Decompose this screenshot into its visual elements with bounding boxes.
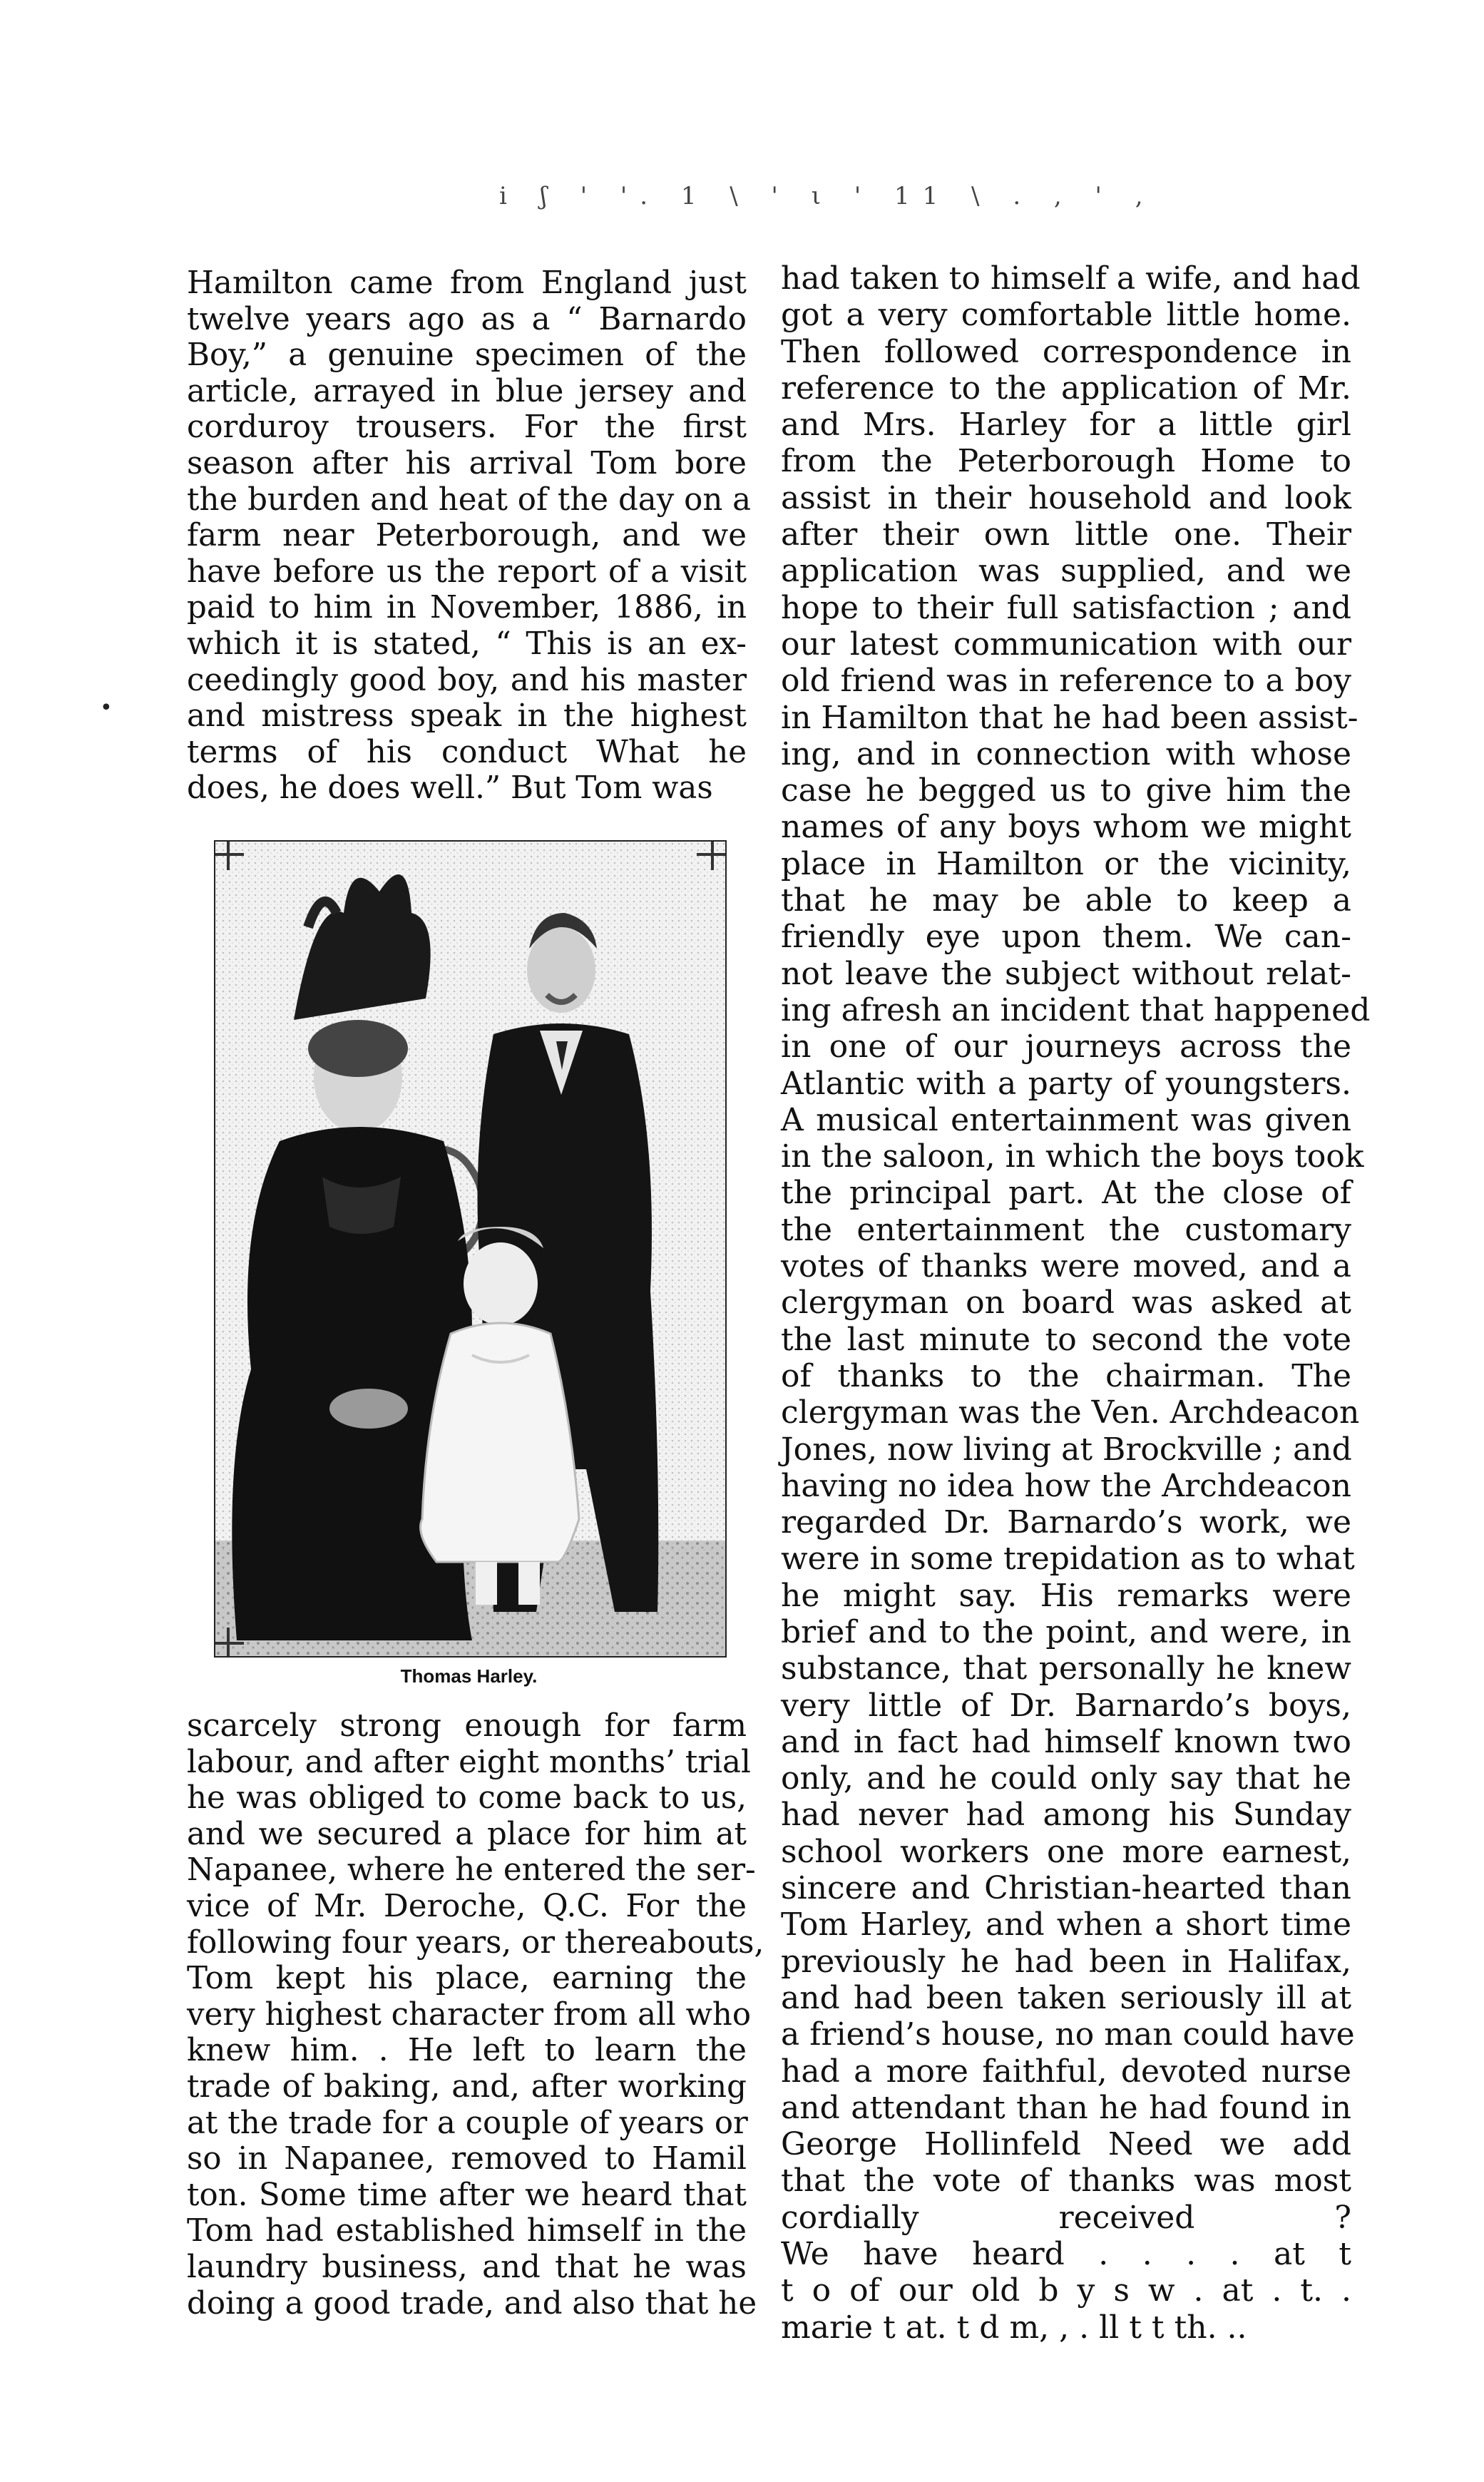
text-line: vice of Mr. Deroche, Q.C. For the (187, 1888, 747, 1924)
text-line: friendly eye upon them. We can- (781, 919, 1351, 956)
text-line: votes of thanks were moved, and a (781, 1248, 1351, 1285)
text-line: t o of our old b y s w . at . t. . (781, 2272, 1351, 2309)
text-line: had a more faithful, devoted nurse (781, 2053, 1351, 2090)
text-line: were in some trepidation as to what (781, 1541, 1355, 1578)
family-portrait-image (215, 842, 725, 1656)
text-line: clergyman was the Ven. Archdeacon (781, 1394, 1360, 1431)
text-line: ing, and in connection with whose (781, 735, 1351, 772)
text-line: the burden and heat of the day on a (187, 481, 752, 518)
text-line: ton. Some time after we heard that (187, 2177, 747, 2213)
text-line: assist in their household and look (781, 479, 1351, 516)
text-line: so in Napanee, removed to Hamil (187, 2141, 747, 2177)
running-head: i ʃ ' '. 1 \ ' ι ' 11 \ . , ' , (499, 182, 1156, 210)
text-line: case he begged us to give him the (781, 772, 1351, 810)
photo-caption: Thomas Harley. (400, 1665, 538, 1687)
text-line: sincere and Christian-hearted than (781, 1870, 1351, 1907)
text-line: have before us the report of a visit (187, 553, 747, 590)
text-line: which it is stated, “ This is an ex- (187, 625, 747, 662)
text-line: cordially received ? (781, 2199, 1351, 2236)
text-line: old friend was in reference to a boy (781, 663, 1351, 700)
text-line: trade of baking, and, after working (187, 2068, 747, 2105)
text-line: in Hamilton that he had been assist- (781, 699, 1358, 736)
text-line: not leave the subject without relat- (781, 955, 1351, 992)
text-line: in the saloon, in which the boys took (781, 1138, 1364, 1175)
text-line: hope to their full satisfaction ; and (781, 589, 1351, 626)
right-column (781, 260, 1371, 2346)
text-line: and attendant than he had found in (781, 2089, 1351, 2126)
text-line: had never had among his Sunday (781, 1797, 1351, 1834)
text-line: very highest character from all who (187, 1996, 752, 2033)
text-line: clergyman on board was asked at (781, 1285, 1351, 1322)
text-line: paid to him in November, 1886, in (187, 590, 747, 626)
text-line: Atlantic with a party of youngsters. (781, 1065, 1351, 1102)
text-line: he was obliged to come back to us, (187, 1780, 747, 1817)
text-line: and we secured a place for him at (187, 1816, 747, 1852)
text-line: application was supplied, and we (781, 553, 1351, 590)
text-line: George Hollinfeld Need we add (781, 2126, 1351, 2163)
text-line: that he may be able to keep a (781, 882, 1351, 919)
text-line: the last minute to second the vote (781, 1321, 1351, 1358)
text-line: reference to the application of Mr. (781, 369, 1351, 407)
text-line: place in Hamilton or the vicinity, (781, 845, 1351, 882)
text-line: and Mrs. Harley for a little girl (781, 407, 1351, 444)
text-line: Tom had established himself in the (187, 2213, 747, 2249)
text-line: season after his arrival Tom bore (187, 445, 747, 481)
text-line: farm near Peterborough, and we (187, 518, 747, 554)
text-line: laundry business, and that he was (187, 2249, 747, 2285)
text-line: Boy,” a genuine specimen of the (187, 337, 747, 374)
text-line: having no idea how the Archdeacon (781, 1467, 1351, 1504)
text-line: We have heard . . . . at t (781, 2236, 1351, 2273)
text-line: ceedingly good boy, and his master (187, 662, 747, 698)
text-line: terms of his conduct What he (187, 734, 747, 770)
text-line: labour, and after eight months’ trial (187, 1744, 751, 1780)
text-line: and mistress speak in the highest (187, 698, 747, 735)
text-line: and had been taken seriously ill at (781, 1979, 1351, 2016)
text-line: very little of Dr. Barnardo’s boys, (781, 1687, 1351, 1724)
text-line: in one of our journeys across the (781, 1028, 1351, 1066)
text-line: names of any boys whom we might (781, 809, 1351, 846)
text-line: doing a good trade, and also that he (187, 2285, 757, 2322)
text-line: following four years, or thereabouts, (187, 1924, 764, 1961)
text-line: after their own little one. Their (781, 516, 1351, 553)
text-line: at the trade for a couple of years or (187, 2105, 748, 2141)
text-line: article, arrayed in blue jersey and (187, 373, 747, 409)
text-line: Tom Harley, and when a short time (781, 1906, 1351, 1944)
text-line: the principal part. At the close of (781, 1175, 1351, 1212)
text-line: the entertainment the customary (781, 1211, 1351, 1248)
text-line: a friend’s house, no man could have (781, 2016, 1355, 2053)
text-line: and in fact had himself known two (781, 1723, 1351, 1760)
text-line: corduroy trousers. For the first (187, 409, 747, 446)
text-line: Jones, now living at Brockville ; and (781, 1431, 1352, 1468)
text-line: substance, that personally he knew (781, 1650, 1351, 1687)
text-line: does, he does well.” But Tom was (187, 770, 713, 807)
text-line: got a very comfortable little home. (781, 297, 1351, 334)
left-column-bottom (187, 1708, 764, 2322)
text-line: marie t at. t d m, , . ll t t th. .. (781, 2309, 1247, 2346)
margin-dot: • (100, 695, 113, 720)
text-line: Tom kept his place, earning the (187, 1961, 747, 1997)
text-line: Then followed correspondence in (781, 333, 1351, 370)
text-line: ing afresh an incident that happened (781, 991, 1371, 1028)
text-line: twelve years ago as a “ Barnardo (187, 301, 747, 337)
text-line: only, and he could only say that he (781, 1760, 1351, 1797)
text-line: our latest communication with our (781, 625, 1351, 663)
text-line: regarded Dr. Barnardo’s work, we (781, 1504, 1351, 1541)
text-line: brief and to the point, and were, in (781, 1613, 1351, 1650)
text-line: A musical entertainment was given (781, 1101, 1351, 1138)
text-line: knew him. . He left to learn the (187, 2033, 747, 2069)
text-line: previously he had been in Halifax, (781, 1943, 1351, 1980)
left-column-top (187, 265, 752, 807)
text-line: of thanks to the chairman. The (781, 1357, 1351, 1394)
text-line: he might say. His remarks were (781, 1577, 1351, 1614)
text-line: Hamilton came from England just (187, 265, 747, 301)
text-line: from the Peterborough Home to (781, 443, 1351, 480)
text-line: had taken to himself a wife, and had (781, 260, 1361, 297)
text-line: Napanee, where he entered the ser- (187, 1852, 756, 1889)
text-line: scarcely strong enough for farm (187, 1708, 747, 1744)
text-line: school workers one more earnest, (781, 1833, 1351, 1870)
text-line: that the vote of thanks was most (781, 2162, 1351, 2200)
portrait-photo (214, 840, 727, 1658)
